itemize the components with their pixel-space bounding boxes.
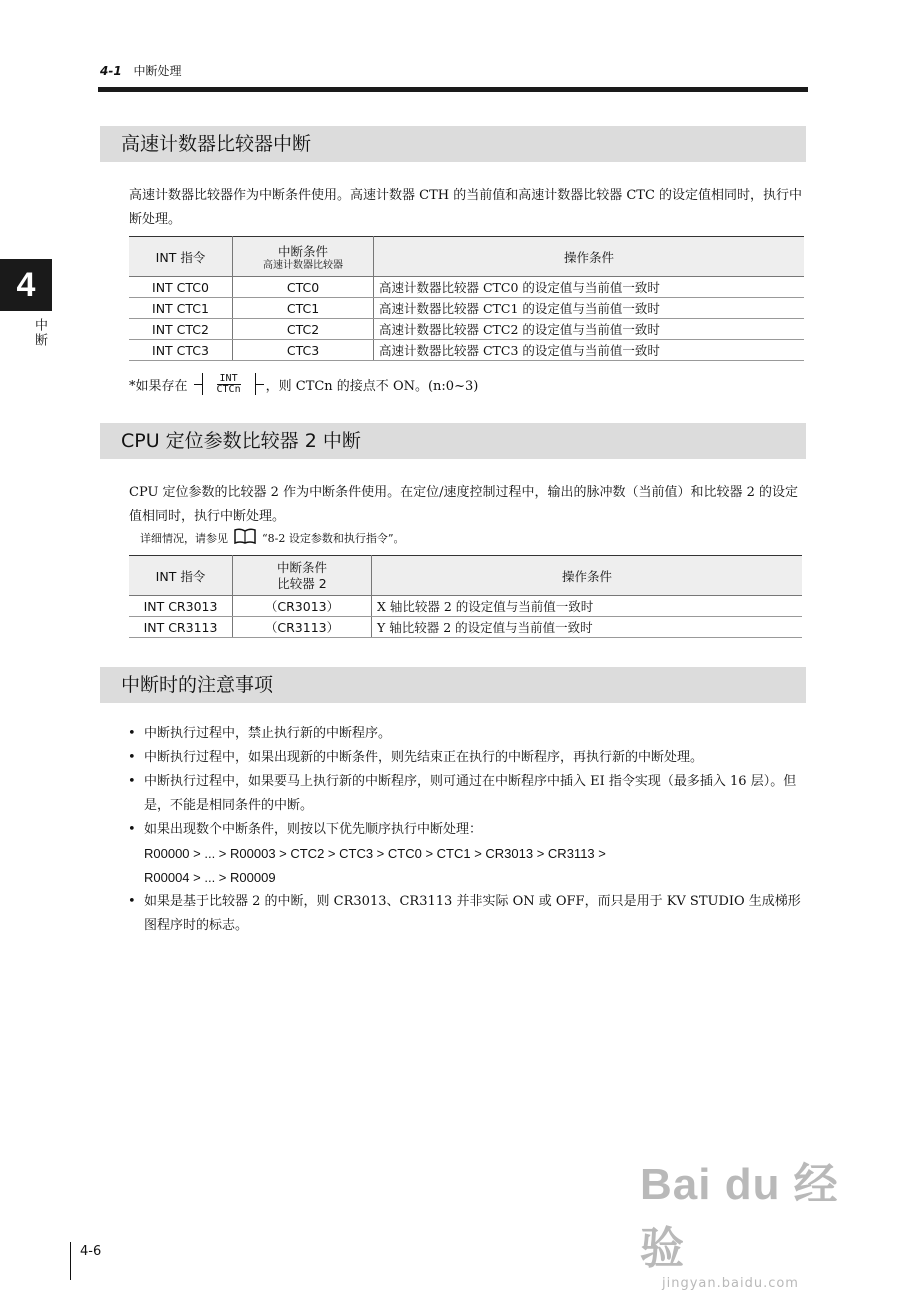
col-operation-condition: 操作条件: [374, 237, 805, 277]
page-number: 4-6: [80, 1244, 102, 1259]
priority-line-2: R00004 > ... > R00009: [144, 870, 276, 885]
col-int-instruction: INT 指令: [129, 237, 233, 277]
note-suffix: ，则 CTCn 的接点不 ON。(n:0~3): [265, 378, 479, 394]
ctc-footnote: [129, 373, 478, 395]
table-row: [129, 596, 802, 617]
ctc-interrupt-table: [129, 236, 804, 361]
cell-operation: X 轴比较器 2 的设定值与当前值一致时: [372, 596, 803, 617]
book-icon: [234, 528, 256, 547]
col-int-instruction: INT 指令: [129, 556, 233, 596]
ref-prefix: 详细情况，请参见: [140, 531, 228, 545]
cell-condition: （CR3013）: [233, 596, 372, 617]
running-header: [100, 62, 182, 79]
cell-instruction: INT CTC1: [129, 298, 233, 319]
chapter-label: 中断: [32, 318, 47, 348]
coil-bottom-text: CTCn: [216, 383, 241, 395]
cell-operation: 高速计数器比较器 CTC3 的设定值与当前值一致时: [374, 340, 805, 361]
section2-description: CPU 定位参数的比较器 2 作为中断条件使用。在定位/速度控制过程中，输出的脉冲数（当前值）和比较器 2 的设定值相同时，执行中断处理。: [129, 485, 799, 524]
ref-text: “8-2 设定参数和执行指令”。: [262, 531, 405, 545]
list-item: • 如果是基于比较器 2 的中断，则 CR3013、CR3113 并非实际 ON 或 OFF，而只是用于 KV STUDIO 生成梯形图程序时的标志。: [124, 890, 808, 938]
reference-note: [140, 528, 404, 547]
cr-interrupt-table: [129, 555, 802, 638]
col-condition-title: 中断条件: [277, 243, 328, 259]
section-number: 4-1: [100, 64, 122, 78]
section-title: 中断处理: [133, 64, 182, 78]
cell-operation: 高速计数器比较器 CTC1 的设定值与当前值一致时: [374, 298, 805, 319]
list-item: • 中断执行过程中，禁止执行新的中断程序。: [124, 722, 808, 746]
coil-top-text: INT: [219, 372, 238, 384]
col-interrupt-condition: [233, 556, 372, 596]
list-item: [124, 818, 808, 890]
section3-heading: 中断时的注意事项: [100, 667, 806, 703]
cell-instruction: INT CTC2: [129, 319, 233, 340]
list-item: • 中断执行过程中，如果出现新的中断条件，则先结束正在执行的中断程序，再执行新的中断处理。: [124, 746, 808, 770]
cell-condition: CTC2: [233, 319, 374, 340]
int-coil-symbol: [202, 373, 256, 395]
footer-rule: [70, 1242, 71, 1280]
table-row: [129, 617, 802, 638]
col-operation-condition: 操作条件: [372, 556, 803, 596]
cell-condition: CTC1: [233, 298, 374, 319]
col-interrupt-condition: [233, 237, 374, 277]
header-rule: [98, 87, 808, 92]
cell-instruction: INT CR3013: [129, 596, 233, 617]
baidu-watermark: [640, 1148, 880, 1291]
note-prefix: *如果存在: [129, 378, 188, 394]
list-item: • 中断执行过程中，如果要马上执行新的中断程序，则可通过在中断程序中插入 EI 指令实现（最多插入 16 层）。但是，不能是相同条件的中断。: [124, 770, 808, 818]
col-condition-sub: 比较器 2: [277, 575, 327, 591]
cell-instruction: INT CTC3: [129, 340, 233, 361]
table-row: [129, 277, 804, 298]
table-row: [129, 298, 804, 319]
cell-operation: Y 轴比较器 2 的设定值与当前值一致时: [372, 617, 803, 638]
cell-instruction: INT CTC0: [129, 277, 233, 298]
section2-heading: CPU 定位参数比较器 2 中断: [100, 423, 806, 459]
cell-operation: 高速计数器比较器 CTC2 的设定值与当前值一致时: [374, 319, 805, 340]
priority-line-1: R00000 > ... > R00003 > CTC2 > CTC3 > CTC0 > CTC1 > CR3013 > CR3113 >: [144, 846, 606, 861]
section1-heading: 高速计数器比较器中断: [100, 126, 806, 162]
watermark-logo: Bai du 经验: [640, 1160, 839, 1273]
table-row: [129, 319, 804, 340]
cell-condition: CTC0: [233, 277, 374, 298]
col-condition-title: 中断条件: [276, 559, 327, 575]
cell-condition: CTC3: [233, 340, 374, 361]
cell-instruction: INT CR3113: [129, 617, 233, 638]
priority-intro: • 如果出现数个中断条件，则按以下优先顺序执行中断处理：: [144, 822, 483, 837]
table-row: [129, 340, 804, 361]
cell-operation: 高速计数器比较器 CTC0 的设定值与当前值一致时: [374, 277, 805, 298]
col-condition-sub: 高速计数器比较器: [263, 259, 343, 271]
chapter-tab: 4: [0, 259, 52, 311]
notes-list: [124, 722, 808, 938]
watermark-site: jingyan.baidu.com: [662, 1276, 799, 1291]
section1-description: 高速计数器比较器作为中断条件使用。高速计数器 CTH 的当前值和高速计数器比较器 CTC 的设定值相同时，执行中断处理。: [129, 188, 803, 227]
cell-condition: （CR3113）: [233, 617, 372, 638]
